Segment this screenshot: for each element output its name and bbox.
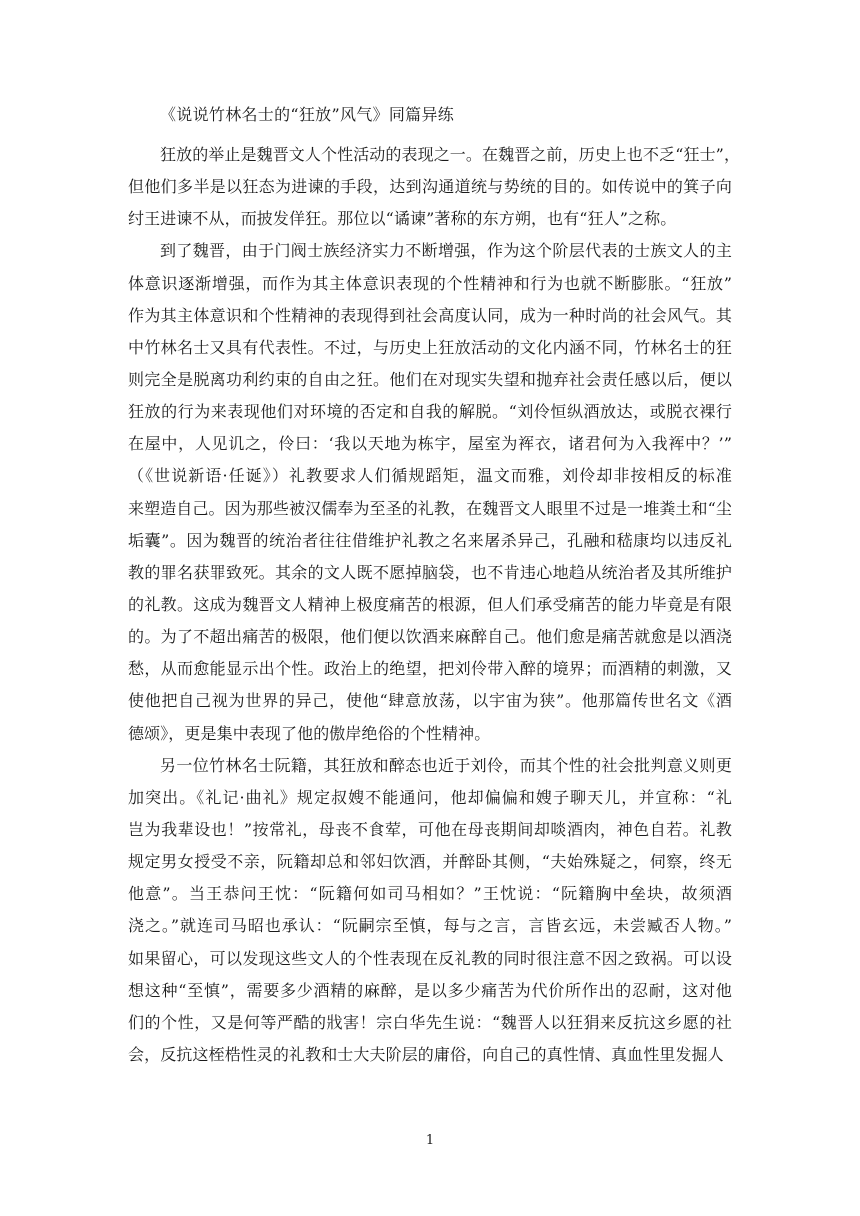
paragraph-line: 则完全是脱离功利约束的自由之狂。他们在对现实失望和抛弃社会责任感以后，便以 — [128, 369, 732, 389]
paragraph-line: 垢囊”。因为魏晋的统治者往往借维护礼教之名来屠杀异己，孔融和嵇康均以违反礼 — [128, 530, 732, 550]
paragraph-line: 但他们多半是以狂态为进谏的手段，达到沟通道统与势统的目的。如传说中的箕子向 — [128, 177, 732, 197]
paragraph-line: 他意”。当王恭问王忱：“阮籍何如司马相如？”王忱说：“阮籍胸中垒块，故须酒 — [128, 884, 732, 904]
paragraph-line: 愁，从而愈能显示出个性。政治上的绝望，把刘伶带入醉的境界；而酒精的刺激，又 — [128, 659, 732, 679]
paragraph — [128, 235, 732, 749]
document-body — [128, 139, 741, 1071]
paragraph-line: 加突出。《礼记·曲礼》规定叔嫂不能通问，他却偏偏和嫂子聊天儿，并宣称：“礼 — [128, 787, 732, 807]
paragraph-line: 作为其主体意识和个性精神的表现得到社会高度认同，成为一种时尚的社会风气。其 — [128, 305, 732, 325]
paragraph-line: 狂放的举止是魏晋文人个性活动的表现之一。在魏晋之前，历史上也不乏“狂士”， — [160, 145, 741, 164]
paragraph-line: 纣王进谏不从，而披发佯狂。那位以“谲谏”著称的东方朔，也有“狂人”之称。 — [128, 209, 677, 229]
paragraph-line: 在屋中，人见讥之，伶曰：‘我以天地为栋宇，屋室为裈衣，诸君何为入我裈中？’” — [128, 434, 732, 454]
paragraph-line: 浇之。”就连司马昭也承认：“阮嗣宗至慎，每与之言，言皆玄远，未尝臧否人物。” — [128, 916, 732, 936]
paragraph — [128, 750, 732, 1071]
paragraph-line: 想这种“至慎”，需要多少酒精的麻醉，是以多少痛苦为代价所作出的忍耐，这对他 — [128, 980, 732, 1000]
paragraph-line: 会，反抗这桎梏性灵的礼教和士大夫阶层的庸俗，向自己的真性情、真血性里发掘人 — [128, 1044, 724, 1064]
paragraph — [128, 139, 741, 235]
paragraph-line: 的。为了不超出痛苦的极限，他们便以饮酒来麻醉自己。他们愈是痛苦就愈是以酒浇 — [128, 627, 732, 647]
paragraph-line: 来塑造自己。因为那些被汉儒奉为至圣的礼教，在魏晋文人眼里不过是一堆粪土和“尘 — [128, 498, 732, 518]
paragraph-line: 德颂》，更是集中表现了他的傲岸绝俗的个性精神。 — [128, 723, 491, 743]
paragraph-line: 狂放的行为来表现他们对环境的否定和自我的解脱。“刘伶恒纵酒放达，或脱衣裸行 — [128, 402, 732, 422]
paragraph-line: 们的个性，又是何等严酷的戕害！宗白华先生说：“魏晋人以狂狷来反抗这乡愿的社 — [128, 1012, 732, 1032]
paragraph-line: 中竹林名士又具有代表性。不过，与历史上狂放活动的文化内涵不同，竹林名士的狂 — [128, 337, 732, 357]
paragraph-line: 使他把自己视为世界的异己，使他“肆意放荡，以宇宙为狭”。他那篇传世名文《酒 — [128, 691, 732, 711]
paragraph-line: 教的罪名获罪致死。其余的文人既不愿掉脑袋，也不肯违心地趋从统治者及其所维护 — [128, 562, 732, 582]
paragraph-line: （《世说新语·任诞》）礼教要求人们循规蹈矩，温文而雅，刘伶却非按相反的标准 — [128, 466, 732, 486]
paragraph-line: 如果留心，可以发现这些文人的个性表现在反礼教的同时很注意不因之致祸。可以设 — [128, 948, 732, 968]
document-title: 《说说竹林名士的“狂放”风气》同篇异练 — [160, 105, 455, 124]
paragraph-line: 到了魏晋，由于门阀士族经济实力不断增强，作为这个阶层代表的士族文人的主 — [160, 241, 732, 261]
page-number: 1 — [425, 1133, 435, 1148]
paragraph-line: 另一位竹林名士阮籍，其狂放和醉态也近于刘伶，而其个性的社会批判意义则更 — [160, 755, 732, 775]
paragraph-line: 体意识逐渐增强，而作为其主体意识表现的个性精神和行为也就不断膨胀。“狂放” — [128, 273, 732, 293]
paragraph-line: 岂为我辈设也！”按常礼，母丧不食荤，可他在母丧期间却啖酒肉，神色自若。礼教 — [128, 819, 732, 839]
paragraph-line: 规定男女授受不亲，阮籍却总和邻妇饮酒，并醉卧其侧，“夫始殊疑之，伺察，终无 — [128, 852, 732, 872]
paragraph-line: 的礼教。这成为魏晋文人精神上极度痛苦的根源，但人们承受痛苦的能力毕竟是有限 — [128, 594, 732, 614]
